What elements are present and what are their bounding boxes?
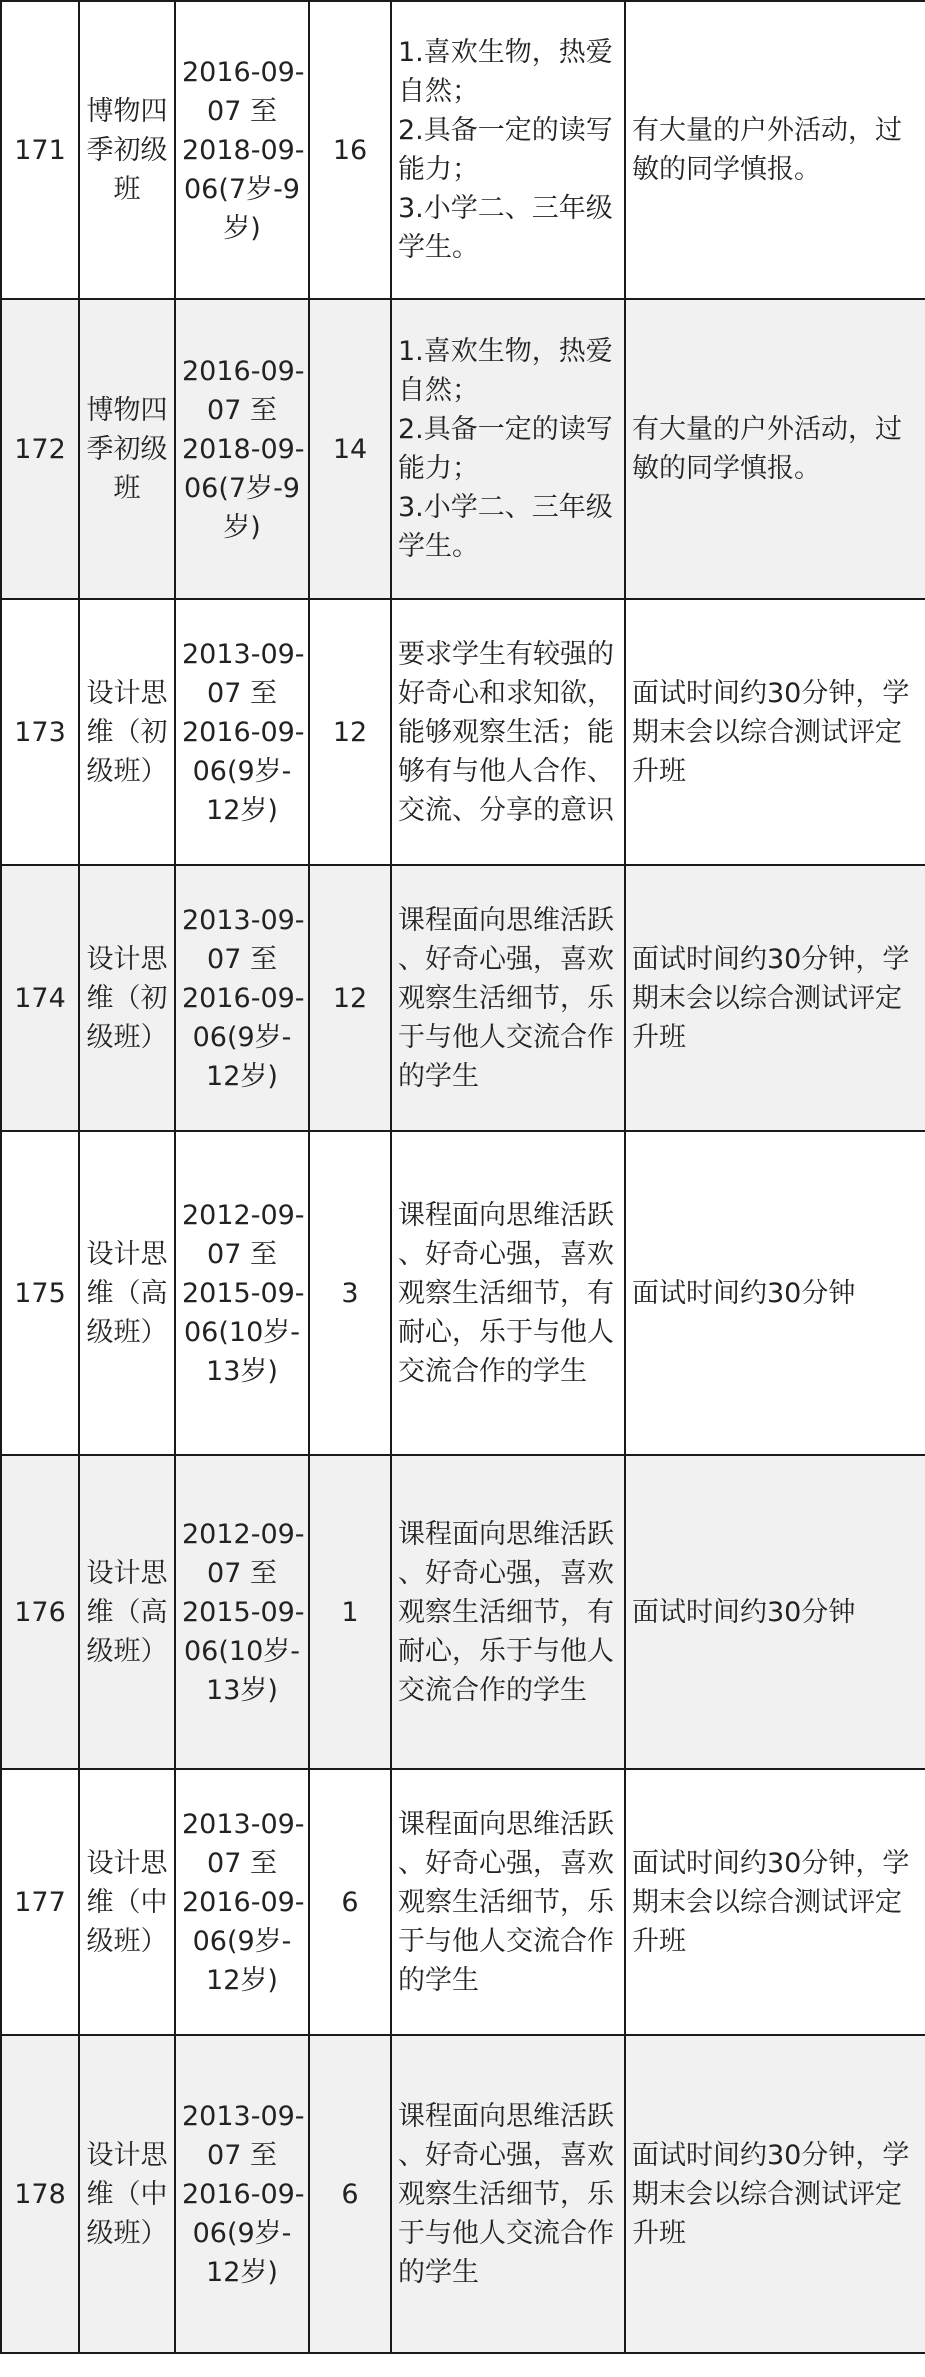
enrollment-count-cell: 1 bbox=[309, 1455, 391, 1769]
requirements-line: 的学生 bbox=[398, 1964, 479, 1996]
course-name-line: 设计思 bbox=[86, 1238, 168, 1270]
birthdate-range-cell bbox=[175, 865, 309, 1131]
course-name-line: 设计思 bbox=[86, 1847, 168, 1879]
requirements-line: 课程面向思维活跃 bbox=[398, 1518, 614, 1550]
birthdate-range-cell bbox=[175, 1455, 309, 1769]
requirements-line: 1.喜欢生物，热爱 bbox=[398, 37, 613, 68]
table-row bbox=[1, 1, 925, 299]
requirements-line: 的学生 bbox=[398, 2256, 479, 2288]
row-number-cell: 176 bbox=[1, 1455, 79, 1769]
birthdate-range-line: 06(9岁- bbox=[192, 1021, 292, 1053]
birthdate-range-cell bbox=[175, 1769, 309, 2035]
requirements-line: 2.具备一定的读写 bbox=[398, 414, 613, 445]
course-name-line: 维（初 bbox=[86, 982, 168, 1014]
enrollment-count-cell: 16 bbox=[309, 1, 391, 299]
notes-cell bbox=[625, 1769, 925, 2035]
requirements-line: 能力； bbox=[398, 453, 479, 484]
notes-cell bbox=[625, 1131, 925, 1455]
table-row bbox=[1, 2035, 925, 2353]
course-name-line: 班 bbox=[113, 472, 141, 504]
notes-line: 有大量的户外活动，过 bbox=[632, 115, 902, 146]
notes-line: 敏的同学慎报。 bbox=[632, 453, 821, 484]
notes-line: 面试时间约30分钟 bbox=[632, 1277, 856, 1309]
birthdate-range-line: 岁) bbox=[223, 212, 261, 244]
birthdate-range-line: 06(10岁- bbox=[184, 1316, 300, 1348]
table-row bbox=[1, 1455, 925, 1769]
requirements-line: 于与他人交流合作 bbox=[398, 1925, 614, 1957]
course-name-line: 设计思 bbox=[86, 1557, 168, 1589]
birthdate-range-cell bbox=[175, 1131, 309, 1455]
birthdate-range-line: 06(7岁-9 bbox=[184, 173, 300, 205]
course-name-line: 季初级 bbox=[86, 134, 168, 166]
notes-line: 面试时间约30分钟，学 bbox=[632, 2139, 910, 2171]
birthdate-range-cell bbox=[175, 299, 309, 599]
birthdate-range-line: 12岁) bbox=[206, 2256, 278, 2288]
birthdate-range-line: 12岁) bbox=[206, 1964, 278, 1996]
requirements-line: 能够观察生活；能 bbox=[398, 716, 614, 748]
notes-cell bbox=[625, 599, 925, 865]
birthdate-range-line: 2015-09- bbox=[182, 1277, 305, 1309]
table-row bbox=[1, 1131, 925, 1455]
requirements-line: 学生。 bbox=[398, 232, 479, 263]
birthdate-range-line: 07 至 bbox=[207, 394, 277, 426]
course-name-line: 级班） bbox=[86, 1635, 168, 1667]
birthdate-range-line: 07 至 bbox=[207, 1847, 277, 1879]
birthdate-range-line: 2016-09- bbox=[182, 716, 305, 748]
birthdate-range-line: 12岁) bbox=[206, 794, 278, 826]
birthdate-range-line: 2012-09- bbox=[182, 1518, 305, 1550]
birthdate-range-line: 07 至 bbox=[207, 1557, 277, 1589]
birthdate-range-cell bbox=[175, 2035, 309, 2353]
requirements-line: 耐心，乐于与他人 bbox=[398, 1635, 614, 1667]
birthdate-range-line: 2015-09- bbox=[182, 1596, 305, 1628]
birthdate-range-line: 13岁) bbox=[206, 1674, 278, 1706]
requirements-line: 、好奇心强，喜欢 bbox=[398, 943, 614, 975]
course-name-cell bbox=[79, 1769, 175, 2035]
course-name-line: 设计思 bbox=[86, 943, 168, 975]
requirements-line: 学生。 bbox=[398, 531, 479, 562]
course-name-line: 级班） bbox=[86, 2217, 168, 2249]
course-name-line: 级班） bbox=[86, 1021, 168, 1053]
requirements-line: 、好奇心强，喜欢 bbox=[398, 2139, 614, 2171]
birthdate-range-line: 06(9岁- bbox=[192, 1925, 292, 1957]
notes-cell bbox=[625, 2035, 925, 2353]
requirements-line: 于与他人交流合作 bbox=[398, 2217, 614, 2249]
requirements-line: 观察生活细节，乐 bbox=[398, 1886, 614, 1918]
course-name-line: 维（初 bbox=[86, 716, 168, 748]
requirements-line: 交流合作的学生 bbox=[398, 1355, 587, 1387]
birthdate-range-line: 岁) bbox=[223, 511, 261, 543]
requirements-line: 的学生 bbox=[398, 1060, 479, 1092]
row-number-cell: 171 bbox=[1, 1, 79, 299]
notes-line: 面试时间约30分钟 bbox=[632, 1596, 856, 1628]
requirements-line: 观察生活细节，乐 bbox=[398, 2178, 614, 2210]
notes-cell bbox=[625, 1455, 925, 1769]
course-name-cell bbox=[79, 599, 175, 865]
requirements-line: 交流、分享的意识 bbox=[398, 794, 614, 826]
enrollment-count-cell: 14 bbox=[309, 299, 391, 599]
birthdate-range-line: 07 至 bbox=[207, 1238, 277, 1270]
course-name-line: 维（高 bbox=[86, 1596, 168, 1628]
requirements-line: 观察生活细节，乐 bbox=[398, 982, 614, 1014]
requirements-cell bbox=[391, 599, 625, 865]
requirements-line: 2.具备一定的读写 bbox=[398, 115, 613, 146]
notes-line: 升班 bbox=[632, 1021, 686, 1053]
requirements-line: 能力； bbox=[398, 154, 479, 185]
requirements-cell bbox=[391, 299, 625, 599]
birthdate-range-line: 2013-09- bbox=[182, 1808, 305, 1840]
course-name-line: 维（高 bbox=[86, 1277, 168, 1309]
birthdate-range-line: 2016-09- bbox=[182, 355, 305, 387]
table-row bbox=[1, 299, 925, 599]
course-name-line: 级班） bbox=[86, 1925, 168, 1957]
requirements-line: 于与他人交流合作 bbox=[398, 1021, 614, 1053]
birthdate-range-line: 2018-09- bbox=[182, 433, 305, 465]
requirements-line: 1.喜欢生物，热爱 bbox=[398, 336, 613, 367]
course-name-line: 博物四 bbox=[86, 95, 168, 127]
course-name-cell bbox=[79, 2035, 175, 2353]
requirements-line: 观察生活细节，有 bbox=[398, 1596, 614, 1628]
course-name-line: 设计思 bbox=[86, 2139, 168, 2171]
notes-cell bbox=[625, 299, 925, 599]
requirements-cell bbox=[391, 1769, 625, 2035]
course-name-cell bbox=[79, 299, 175, 599]
birthdate-range-line: 2016-09- bbox=[182, 1886, 305, 1918]
notes-line: 升班 bbox=[632, 2217, 686, 2249]
table-row bbox=[1, 1769, 925, 2035]
course-name-line: 维（中 bbox=[86, 1886, 168, 1918]
notes-line: 升班 bbox=[632, 755, 686, 787]
birthdate-range-line: 07 至 bbox=[207, 943, 277, 975]
row-number-cell: 173 bbox=[1, 599, 79, 865]
enrollment-count-cell: 3 bbox=[309, 1131, 391, 1455]
course-name-cell bbox=[79, 1455, 175, 1769]
birthdate-range-line: 2013-09- bbox=[182, 638, 305, 670]
notes-line: 敏的同学慎报。 bbox=[632, 154, 821, 185]
row-number-cell: 177 bbox=[1, 1769, 79, 2035]
notes-line: 面试时间约30分钟，学 bbox=[632, 677, 910, 709]
table-row bbox=[1, 865, 925, 1131]
requirements-line: 自然； bbox=[398, 76, 479, 107]
course-name-line: 级班） bbox=[86, 755, 168, 787]
birthdate-range-cell bbox=[175, 599, 309, 865]
birthdate-range-line: 06(9岁- bbox=[192, 755, 292, 787]
course-name-line: 季初级 bbox=[86, 433, 168, 465]
birthdate-range-line: 06(9岁- bbox=[192, 2217, 292, 2249]
requirements-line: 交流合作的学生 bbox=[398, 1674, 587, 1706]
notes-line: 期末会以综合测试评定 bbox=[632, 716, 902, 748]
table-body bbox=[1, 1, 925, 2353]
table-row bbox=[1, 599, 925, 865]
requirements-line: 课程面向思维活跃 bbox=[398, 2100, 614, 2132]
birthdate-range-line: 2013-09- bbox=[182, 2100, 305, 2132]
notes-line: 有大量的户外活动，过 bbox=[632, 414, 902, 445]
row-number-cell: 174 bbox=[1, 865, 79, 1131]
birthdate-range-line: 06(7岁-9 bbox=[184, 472, 300, 504]
enrollment-count-cell: 6 bbox=[309, 1769, 391, 2035]
notes-line: 升班 bbox=[632, 1925, 686, 1957]
enrollment-count-cell: 6 bbox=[309, 2035, 391, 2353]
requirements-line: 3.小学二、三年级 bbox=[398, 492, 613, 523]
birthdate-range-line: 12岁) bbox=[206, 1060, 278, 1092]
course-name-line: 级班） bbox=[86, 1316, 168, 1348]
requirements-cell bbox=[391, 865, 625, 1131]
requirements-line: 3.小学二、三年级 bbox=[398, 193, 613, 224]
requirements-line: 、好奇心强，喜欢 bbox=[398, 1238, 614, 1270]
course-name-cell bbox=[79, 1, 175, 299]
birthdate-range-line: 2012-09- bbox=[182, 1199, 305, 1231]
birthdate-range-line: 2016-09- bbox=[182, 56, 305, 88]
course-name-cell bbox=[79, 865, 175, 1131]
requirements-line: 耐心，乐于与他人 bbox=[398, 1316, 614, 1348]
course-name-line: 设计思 bbox=[86, 677, 168, 709]
course-name-line: 维（中 bbox=[86, 2178, 168, 2210]
requirements-cell bbox=[391, 1131, 625, 1455]
requirements-line: 课程面向思维活跃 bbox=[398, 904, 614, 936]
enrollment-count-cell: 12 bbox=[309, 599, 391, 865]
notes-line: 期末会以综合测试评定 bbox=[632, 982, 902, 1014]
enrollment-count-cell: 12 bbox=[309, 865, 391, 1131]
birthdate-range-line: 2018-09- bbox=[182, 134, 305, 166]
requirements-line: 要求学生有较强的 bbox=[398, 638, 614, 670]
notes-line: 面试时间约30分钟，学 bbox=[632, 943, 910, 975]
course-name-cell bbox=[79, 1131, 175, 1455]
row-number-cell: 175 bbox=[1, 1131, 79, 1455]
requirements-line: 课程面向思维活跃 bbox=[398, 1808, 614, 1840]
course-name-line: 博物四 bbox=[86, 394, 168, 426]
course-name-line: 班 bbox=[113, 173, 141, 205]
birthdate-range-line: 13岁) bbox=[206, 1355, 278, 1387]
birthdate-range-line: 07 至 bbox=[207, 677, 277, 709]
birthdate-range-line: 07 至 bbox=[207, 2139, 277, 2171]
birthdate-range-line: 06(10岁- bbox=[184, 1635, 300, 1667]
birthdate-range-cell bbox=[175, 1, 309, 299]
birthdate-range-line: 2016-09- bbox=[182, 982, 305, 1014]
birthdate-range-line: 2016-09- bbox=[182, 2178, 305, 2210]
notes-cell bbox=[625, 865, 925, 1131]
requirements-cell bbox=[391, 1455, 625, 1769]
row-number-cell: 172 bbox=[1, 299, 79, 599]
birthdate-range-line: 07 至 bbox=[207, 95, 277, 127]
row-number-cell: 178 bbox=[1, 2035, 79, 2353]
notes-cell bbox=[625, 1, 925, 299]
requirements-line: 课程面向思维活跃 bbox=[398, 1199, 614, 1231]
requirements-cell bbox=[391, 1, 625, 299]
requirements-line: 、好奇心强，喜欢 bbox=[398, 1557, 614, 1589]
requirements-cell bbox=[391, 2035, 625, 2353]
requirements-line: 够有与他人合作、 bbox=[398, 755, 614, 787]
requirements-line: 、好奇心强，喜欢 bbox=[398, 1847, 614, 1879]
notes-line: 期末会以综合测试评定 bbox=[632, 2178, 902, 2210]
birthdate-range-line: 2013-09- bbox=[182, 904, 305, 936]
notes-line: 面试时间约30分钟，学 bbox=[632, 1847, 910, 1879]
notes-line: 期末会以综合测试评定 bbox=[632, 1886, 902, 1918]
requirements-line: 自然； bbox=[398, 375, 479, 406]
requirements-line: 观察生活细节，有 bbox=[398, 1277, 614, 1309]
requirements-line: 好奇心和求知欲， bbox=[398, 677, 614, 709]
